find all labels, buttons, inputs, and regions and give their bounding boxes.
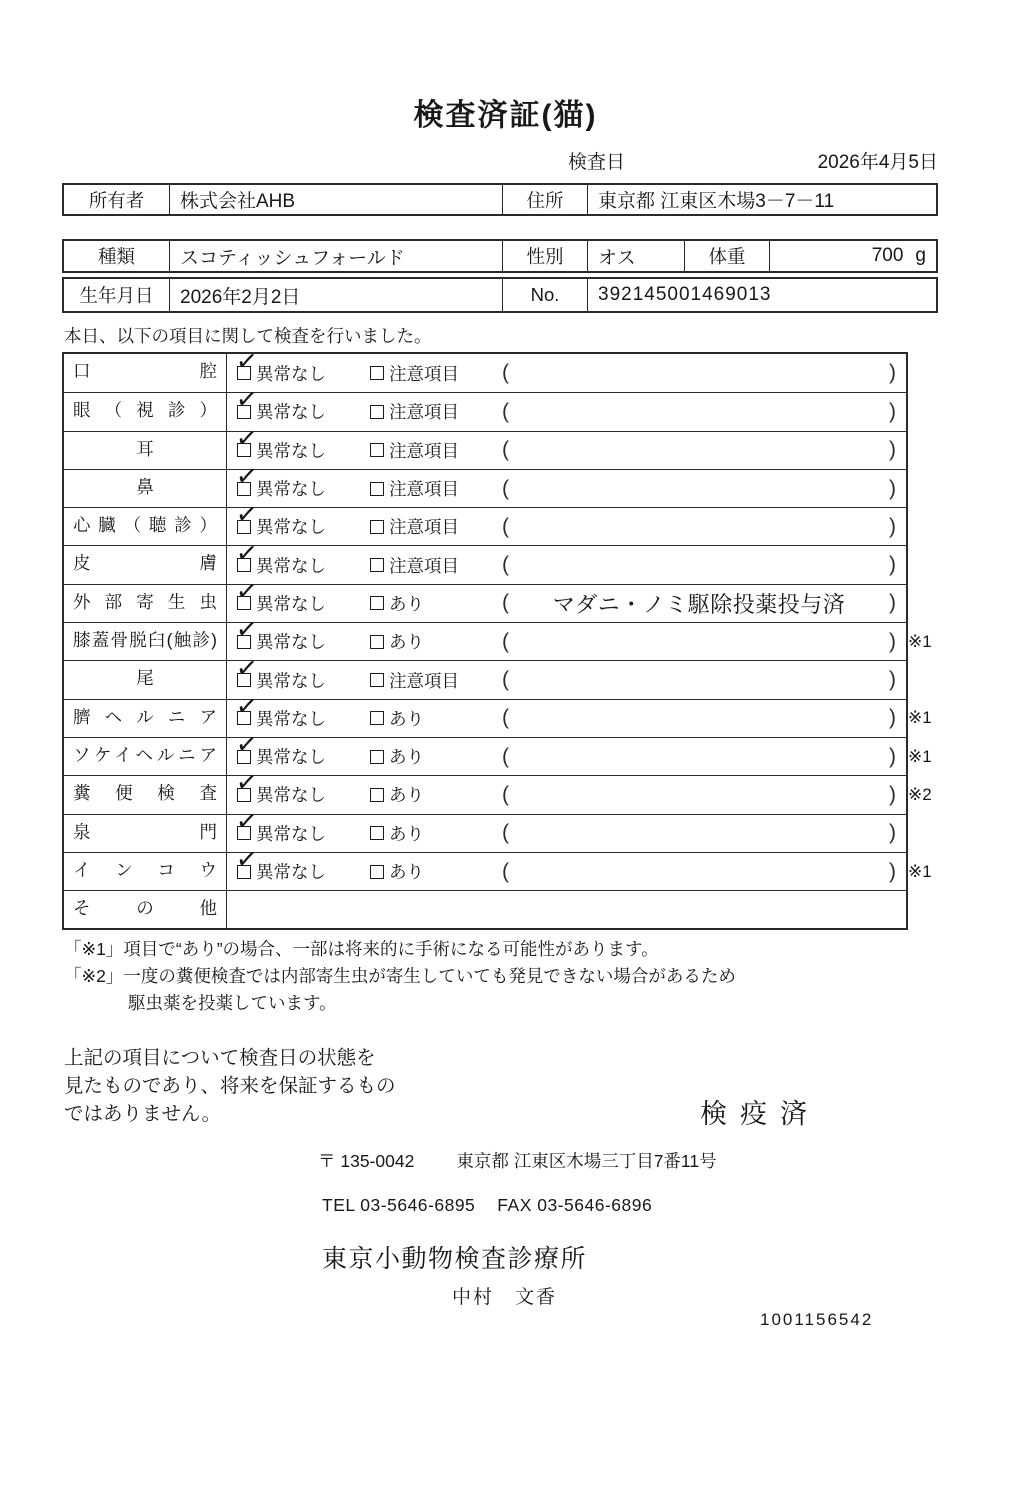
- normal-checkbox: [234, 421, 370, 463]
- address-label: 住所: [502, 185, 587, 214]
- inspection-row: [64, 689, 932, 737]
- secondary-checkbox: [370, 553, 502, 578]
- close-paren-icon: ): [889, 399, 896, 423]
- inspection-row: [64, 574, 906, 622]
- inspection-item-label: 耳: [64, 432, 227, 469]
- close-paren-icon: ): [889, 361, 896, 385]
- normal-checkbox-label: 異常なし: [256, 363, 326, 384]
- inspection-row: [64, 804, 906, 852]
- inspection-row-options: [227, 891, 906, 928]
- page-title: 検査済証(猫): [413, 99, 598, 132]
- normal-checkbox-label: 異常なし: [256, 402, 326, 423]
- footnote-2: 「※2」一度の糞便検査では内部寄生虫が寄生していても発見できない場合があるため: [64, 966, 736, 986]
- check-mark-icon: ✓: [234, 574, 260, 607]
- pet-info-table: [62, 239, 938, 273]
- close-paren-icon: ): [889, 514, 896, 538]
- inspection-row-options: [227, 536, 906, 583]
- open-paren-icon: (: [502, 629, 509, 653]
- check-mark-icon: ✓: [234, 383, 260, 416]
- open-paren-icon: (: [502, 821, 509, 845]
- check-mark-icon: ✓: [234, 536, 260, 569]
- checkbox-icon: [370, 826, 384, 840]
- close-paren-icon: ): [889, 591, 896, 615]
- normal-checkbox: [234, 689, 370, 731]
- normal-checkbox: [234, 728, 370, 769]
- inspection-row-options: [227, 613, 906, 660]
- inspection-row: [64, 651, 906, 698]
- inspection-row: [64, 536, 906, 583]
- inspection-row-options: [227, 766, 906, 813]
- secondary-checkbox-label: あり: [389, 708, 424, 729]
- normal-checkbox-label: 異常なし: [256, 708, 326, 729]
- disclaimer-line-2: 見たものであり、将来を保証するもの: [64, 1075, 396, 1097]
- normal-checkbox: [234, 536, 370, 578]
- birth-id-table: [62, 277, 938, 313]
- secondary-checkbox-label: あり: [389, 862, 424, 882]
- inspection-item-label: 眼（視診）: [64, 393, 227, 430]
- inspection-table: [62, 344, 932, 930]
- secondary-checkbox-label: 注意項目: [389, 440, 459, 461]
- intro-text: 本日、以下の項目に関して検査を行いました。: [64, 326, 432, 346]
- weight-value-cell: [769, 241, 936, 271]
- checkbox-icon: [370, 482, 384, 496]
- secondary-checkbox-label: 注意項目: [389, 479, 459, 500]
- normal-checkbox-label: 異常なし: [256, 785, 326, 806]
- normal-checkbox-label: 異常なし: [256, 517, 326, 538]
- row-note-area: [502, 515, 906, 539]
- inspection-item-label: ソケイヘルニア: [64, 738, 227, 775]
- check-mark-icon: ✓: [234, 728, 260, 761]
- secondary-checkbox: [370, 668, 502, 693]
- check-mark-icon: ✓: [234, 344, 260, 377]
- inspection-item-label: 尾: [64, 661, 227, 698]
- inspection-item-label: 糞便検査: [64, 776, 227, 813]
- inspection-row-options: [227, 728, 906, 775]
- normal-checkbox-label: 異常なし: [256, 555, 326, 576]
- checkbox-icon: [370, 596, 384, 610]
- row-note-area: [502, 706, 906, 730]
- normal-checkbox: [234, 383, 370, 424]
- inspection-item-label: 皮膚: [64, 546, 227, 583]
- secondary-checkbox: [370, 859, 502, 884]
- checkbox-icon: [370, 788, 384, 802]
- clinic-contact-line: [322, 1195, 652, 1216]
- checkbox-icon: [370, 865, 384, 879]
- inspection-item-label: 鼻: [64, 470, 227, 507]
- clinic-address: 東京都 江東区木場三丁目7番11号: [456, 1151, 717, 1171]
- normal-checkbox-label: 異常なし: [256, 747, 326, 768]
- owner-table: [62, 183, 938, 216]
- open-paren-icon: (: [502, 706, 509, 730]
- inspection-row: [64, 421, 906, 469]
- check-mark-icon: ✓: [234, 421, 260, 454]
- inspection-date-label: 検査日: [568, 152, 626, 173]
- clinic-fax: FAX 03-5646-6896: [497, 1195, 653, 1215]
- inspection-row-options: [227, 689, 906, 737]
- checkbox-icon: [370, 635, 384, 649]
- close-paren-icon: ): [889, 744, 896, 768]
- inspection-date-row: [500, 147, 938, 174]
- secondary-checkbox: [370, 744, 502, 769]
- secondary-checkbox-label: あり: [389, 785, 424, 806]
- check-mark-icon: ✓: [234, 689, 260, 722]
- row-note-area: [502, 783, 906, 807]
- open-paren-icon: (: [502, 553, 509, 577]
- breed-label: 種類: [97, 246, 135, 267]
- row-note-area: [502, 400, 906, 424]
- footnote-1: 「※1」項目で“あり”の場合、一部は将来的に手術になる可能性があります。: [64, 939, 659, 959]
- secondary-checkbox: [370, 438, 502, 463]
- inspection-row-options: [227, 459, 906, 507]
- inspection-item-label: 泉門: [64, 815, 227, 852]
- inspection-row: [64, 728, 932, 775]
- owner-label: 所有者: [88, 189, 145, 211]
- row-note-area: [502, 860, 906, 884]
- microchip-no-label: No.: [502, 279, 587, 311]
- secondary-checkbox: [370, 399, 502, 424]
- inspection-row: [64, 842, 932, 890]
- open-paren-icon: (: [502, 859, 509, 883]
- secondary-checkbox: [370, 514, 502, 539]
- footnote-2-continued: 駆虫薬を投薬しています。: [128, 993, 337, 1013]
- inspection-row: [64, 459, 906, 507]
- disclaimer-line-3: ではありません。: [64, 1103, 222, 1125]
- veterinarian-name: 中村 文香: [452, 1287, 558, 1308]
- open-paren-icon: (: [502, 782, 509, 806]
- normal-checkbox: [234, 842, 370, 884]
- checkbox-icon: [370, 443, 384, 457]
- secondary-checkbox-label: あり: [389, 747, 424, 768]
- inspection-row: [64, 766, 932, 813]
- row-note-area: [502, 588, 906, 619]
- row-footnote-mark: ※1: [908, 746, 932, 766]
- inspection-row-options: [227, 651, 906, 698]
- inspection-row-options: [227, 498, 906, 545]
- secondary-checkbox: [370, 361, 502, 386]
- close-paren-icon: ): [889, 438, 896, 462]
- check-mark-icon: ✓: [234, 842, 260, 876]
- normal-checkbox: [234, 766, 370, 807]
- normal-checkbox-label: 異常なし: [256, 862, 326, 882]
- close-paren-icon: ): [889, 859, 896, 883]
- open-paren-icon: (: [502, 514, 509, 538]
- row-note-area: [502, 668, 906, 692]
- row-footnote-mark: ※1: [908, 708, 932, 728]
- close-paren-icon: ): [889, 629, 896, 653]
- open-paren-icon: (: [502, 438, 509, 462]
- checkbox-icon: [370, 520, 384, 534]
- check-mark-icon: ✓: [234, 804, 260, 837]
- secondary-checkbox: [370, 706, 502, 731]
- inspection-row-options: [227, 842, 906, 890]
- normal-checkbox-label: 異常なし: [256, 479, 326, 500]
- secondary-checkbox-label: あり: [389, 823, 424, 844]
- weight-unit: g: [915, 245, 926, 266]
- secondary-checkbox-label: あり: [389, 593, 424, 614]
- check-mark-icon: ✓: [234, 498, 260, 531]
- sex-label: 性別: [502, 241, 587, 271]
- checkbox-icon: [370, 558, 384, 572]
- microchip-no-value: 392145001469013: [587, 279, 936, 311]
- open-paren-icon: (: [502, 668, 509, 692]
- checkbox-icon: [370, 711, 384, 725]
- secondary-checkbox: [370, 782, 502, 807]
- weight-value: 700: [871, 245, 904, 266]
- close-paren-icon: ): [889, 668, 896, 692]
- inspection-item-label: その他: [64, 891, 227, 928]
- row-footnote-mark: ※1: [908, 631, 932, 651]
- close-paren-icon: ): [889, 706, 896, 730]
- birthdate-value: 2026年2月2日: [169, 279, 502, 311]
- breed-value: スコティッシュフォールド: [169, 241, 502, 271]
- close-paren-icon: ): [889, 821, 896, 845]
- inspection-row: [64, 344, 906, 392]
- clinic-postal-code: 〒 135-0042: [318, 1151, 415, 1171]
- row-note-area: [502, 438, 906, 462]
- inspection-item-label: インコウ: [64, 853, 227, 890]
- check-mark-icon: ✓: [234, 459, 260, 493]
- row-note-area: [502, 745, 906, 769]
- normal-checkbox: [234, 613, 370, 654]
- normal-checkbox-label: 異常なし: [256, 670, 326, 691]
- document-number: 1001156542: [760, 1310, 874, 1329]
- clinic-address-line: [318, 1148, 717, 1173]
- secondary-checkbox: [370, 591, 502, 616]
- normal-checkbox-label: 異常なし: [256, 440, 326, 461]
- disclaimer-line-1: 上記の項目について検査日の状態を: [64, 1047, 376, 1069]
- normal-checkbox: [234, 344, 370, 386]
- normal-checkbox: [234, 498, 370, 539]
- inspection-item-label: 外部寄生虫: [64, 585, 227, 622]
- normal-checkbox: [234, 459, 370, 501]
- quarantine-passed-stamp: 検疫済: [700, 1099, 820, 1129]
- inspection-date-value: 2026年4月5日: [817, 152, 938, 173]
- footnotes: [64, 936, 736, 1017]
- checkbox-icon: [370, 673, 384, 687]
- secondary-checkbox-label: あり: [389, 632, 424, 653]
- inspection-row: [64, 498, 906, 545]
- inspection-row-options: [227, 574, 906, 622]
- inspection-row-options: [227, 344, 906, 392]
- open-paren-icon: (: [502, 744, 509, 768]
- row-note: マダニ・ノミ駆除投薬投与済: [552, 591, 846, 617]
- open-paren-icon: (: [502, 591, 509, 615]
- open-paren-icon: (: [502, 399, 509, 423]
- normal-checkbox: [234, 651, 370, 693]
- secondary-checkbox: [370, 629, 502, 654]
- weight-label: 体重: [684, 241, 769, 271]
- address-value: 東京都 江東区木場3－7－11: [587, 185, 936, 214]
- inspection-row-options: [227, 804, 906, 852]
- inspection-item-label: 膝蓋骨脱臼(触診): [64, 623, 227, 660]
- row-footnote-mark: ※2: [908, 784, 932, 804]
- close-paren-icon: ): [889, 476, 896, 500]
- row-footnote-mark: ※1: [908, 861, 932, 881]
- disclaimer-text: [64, 1044, 396, 1128]
- row-note-area: [502, 821, 906, 845]
- secondary-checkbox-label: 注意項目: [389, 363, 459, 384]
- secondary-checkbox-label: 注意項目: [389, 402, 459, 423]
- checkbox-icon: [370, 405, 384, 419]
- check-mark-icon: ✓: [234, 766, 260, 799]
- check-mark-icon: ✓: [234, 613, 260, 646]
- secondary-checkbox-label: 注意項目: [389, 517, 459, 538]
- inspection-row-options: [227, 421, 906, 469]
- sex-value: オス: [587, 241, 684, 271]
- open-paren-icon: (: [502, 476, 509, 500]
- close-paren-icon: ): [889, 782, 896, 806]
- inspection-row-options: [227, 383, 906, 430]
- inspection-item-label: 臍ヘルニア: [64, 700, 227, 737]
- clinic-name: 東京小動物検査診療所: [322, 1245, 588, 1273]
- owner-value: 株式会社AHB: [169, 185, 502, 214]
- checkbox-icon: [370, 750, 384, 764]
- normal-checkbox: [234, 804, 370, 846]
- inspection-row: [64, 383, 906, 430]
- birthdate-label: 生年月日: [79, 285, 154, 306]
- secondary-checkbox-label: 注意項目: [389, 670, 459, 691]
- normal-checkbox: [234, 574, 370, 616]
- secondary-checkbox: [370, 476, 502, 501]
- inspection-row: [64, 890, 906, 928]
- inspection-row: [64, 613, 932, 660]
- check-mark-icon: ✓: [234, 651, 260, 684]
- row-note-area: [502, 477, 906, 501]
- inspection-item-label: 口腔: [64, 354, 227, 392]
- checkbox-icon: [370, 366, 384, 380]
- row-note-area: [502, 361, 906, 385]
- row-note-area: [502, 553, 906, 577]
- clinic-tel: TEL 03-5646-6895: [322, 1195, 476, 1215]
- row-note-area: [502, 630, 906, 654]
- normal-checkbox-label: 異常なし: [256, 632, 326, 653]
- close-paren-icon: ): [889, 553, 896, 577]
- normal-checkbox-label: 異常なし: [256, 593, 326, 614]
- normal-checkbox-label: 異常なし: [256, 823, 326, 844]
- open-paren-icon: (: [502, 361, 509, 385]
- secondary-checkbox: [370, 821, 502, 846]
- inspection-item-label: 心臓（聴診）: [64, 508, 227, 545]
- secondary-checkbox-label: 注意項目: [389, 555, 459, 576]
